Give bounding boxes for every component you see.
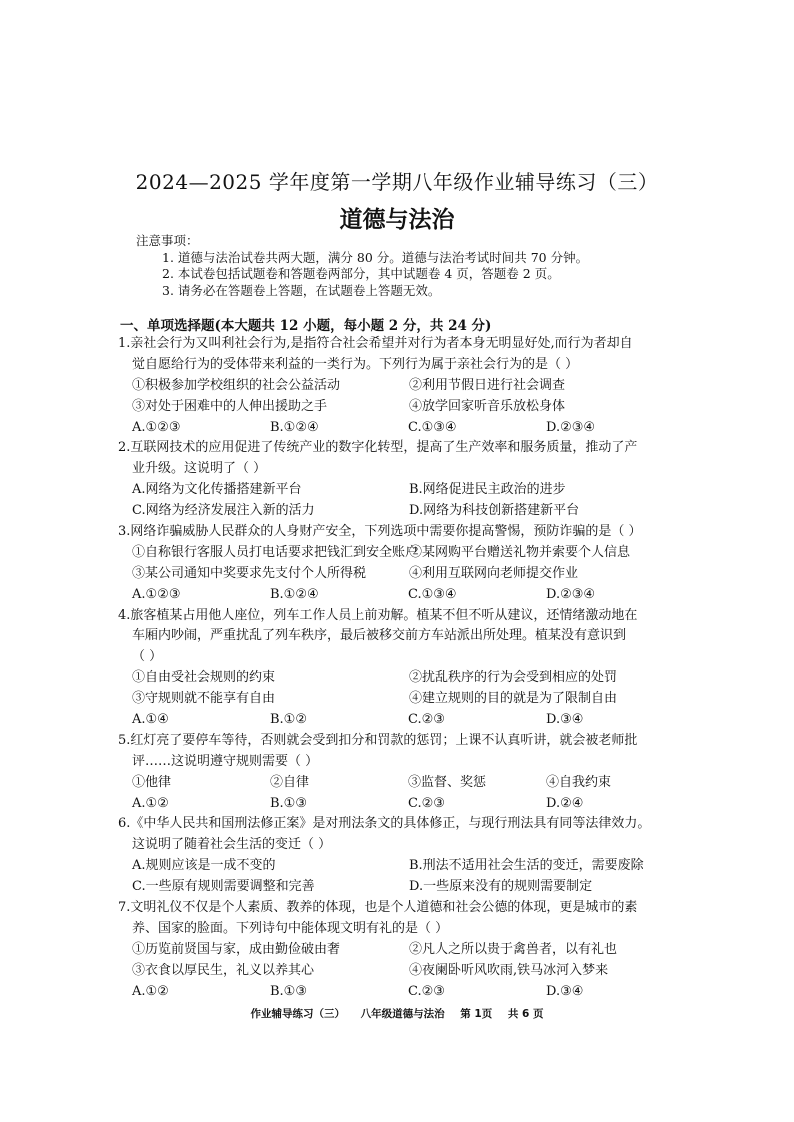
question-stem: 养、国家的脸面。下列诗句中能体现文明有礼的是（ ） — [132, 920, 449, 936]
question-stem: 6.《中华人民共和国刑法修正案》是对刑法条文的具体修正，与现行刑法具有同等法律效力。 — [118, 816, 651, 832]
item: ③衣食以厚民生，礼义以养其心 — [132, 962, 315, 978]
item: ②利用节假日进行社会调查 — [409, 377, 566, 393]
option-row — [118, 877, 688, 898]
item-row — [118, 940, 688, 961]
question-stem: 1.亲社会行为又叫利社会行为,是指符合社会希望并对行为者本身无明显好处,而行为者却自 — [118, 336, 633, 351]
page-title: 2024—2025 学年度第一学期八年级作业辅导练习（三） — [135, 170, 659, 194]
option-row — [118, 710, 688, 731]
option-d: D.②④ — [546, 795, 584, 811]
option-b: B.①③ — [270, 795, 307, 811]
item-row — [118, 773, 688, 794]
item: ②自律 — [270, 774, 310, 790]
item-row — [118, 961, 688, 982]
item: ③某公司通知中奖要求先支付个人所得税 — [132, 565, 367, 581]
notice-heading: 注意事项： — [136, 233, 199, 248]
subject-title: 道德与法治 — [339, 207, 455, 233]
item: ①他律 — [132, 774, 172, 790]
item-row — [118, 668, 688, 689]
option-b: B.刑法不适用社会生活的变迁，需要废除 — [409, 858, 644, 874]
item: ①历览前贤国与家，成由勤俭破由奢 — [132, 941, 341, 957]
question-stem: 3.网络诈骗威胁人民群众的人身财产安全，下列选项中需要你提高警惕，预防诈骗的是（ ） — [118, 524, 642, 540]
option-a: A.①② — [132, 795, 169, 811]
item: ②凡人之所以贵于禽兽者，以有礼也 — [409, 941, 618, 957]
question-stem: 7.文明礼仪不仅是个人素质、教养的体现，也是个人道德和社会公德的体现，更是城市的素 — [118, 900, 638, 916]
item: ②扰乱秩序的行为会受到相应的处罚 — [409, 670, 618, 686]
option-c: C.②③ — [408, 983, 445, 999]
section-title: 一、单项选择题(本大题共 12 小题，每小题 2 分，共 24 分) — [120, 318, 492, 334]
page-footer — [0, 1006, 794, 1021]
notice-item: 2. 本试卷包括试题卷和答题卷两部分，其中试题卷 4 页，答题卷 2 页。 — [162, 266, 560, 281]
option-c: C.①③④ — [408, 586, 457, 602]
item-row — [118, 564, 688, 585]
option-d: D.③④ — [546, 983, 584, 999]
question-stem: 这说明了随着社会生活的变迁（ ） — [132, 837, 332, 853]
option-a: A.①② — [132, 983, 169, 999]
option-b: B.①③ — [270, 983, 307, 999]
item: ④自我约束 — [546, 774, 612, 790]
item-row — [118, 543, 688, 564]
option-row — [118, 856, 688, 877]
question-6 — [118, 814, 688, 898]
option-c: C.②③ — [408, 712, 445, 728]
item: ④建立规则的目的就是为了限制自由 — [409, 691, 618, 707]
item: ④放学回家听音乐放松身体 — [409, 398, 566, 414]
option-row — [118, 501, 688, 522]
question-list — [118, 334, 688, 1003]
option-c: C.一些原有规则需要调整和完善 — [132, 879, 315, 895]
question-stem: 车厢内吵闹，严重扰乱了列车秩序，最后被移交前方车站派出所处理。植某没有意识到 — [132, 628, 627, 644]
notice-item: 1. 道德与法治试卷共两大题，满分 80 分。道德与法治考试时间共 70 分钟。 — [162, 249, 589, 265]
option-a: A.①②③ — [132, 419, 181, 435]
option-row — [118, 982, 688, 1003]
option-c: C.①③④ — [408, 419, 457, 435]
item: ①积极参加学校组织的社会公益活动 — [132, 377, 341, 393]
question-stem: 业升级。这说明了（ ） — [132, 461, 267, 477]
notice-item: 3. 请务必在答题卷上答题，在试题卷上答题无效。 — [162, 282, 441, 298]
option-a: A.①②③ — [132, 586, 181, 602]
footer-total: 共 6 页 — [507, 1008, 544, 1020]
question-1 — [118, 334, 688, 438]
option-d: D.②③④ — [546, 419, 596, 435]
option-row — [118, 480, 688, 501]
item: ③守规则就不能享有自由 — [132, 691, 276, 707]
question-5 — [118, 731, 688, 815]
question-7 — [118, 898, 688, 1002]
item: ②某网购平台赠送礼物并索要个人信息 — [409, 544, 631, 560]
item: ③对处于困难中的人伸出援助之手 — [132, 398, 328, 414]
option-d: D.②③④ — [546, 586, 596, 602]
item: ④利用互联网向老师提交作业 — [409, 565, 579, 581]
option-a: A.规则应该是一成不变的 — [132, 858, 276, 874]
notice-block — [136, 233, 588, 299]
option-b: B.①②④ — [270, 419, 319, 435]
item-row — [118, 397, 688, 418]
item-row — [118, 689, 688, 710]
option-c: C.网络为经济发展注入新的活力 — [132, 503, 315, 519]
option-b: B.网络促进民主政治的进步 — [409, 482, 566, 498]
option-row — [118, 418, 688, 439]
option-row — [118, 794, 688, 815]
question-2 — [118, 438, 688, 522]
question-3 — [118, 522, 688, 606]
option-d: D.网络为科技创新搭建新平台 — [409, 503, 580, 519]
option-a: A.网络为文化传播搭建新平台 — [132, 482, 302, 498]
question-stem: 5.红灯亮了要停车等待，否则就会受到扣分和罚款的惩罚；上课不认真听讲，就会被老师批 — [118, 732, 638, 748]
option-a: A.①④ — [132, 712, 169, 728]
option-row — [118, 585, 688, 606]
question-stem: 4.旅客植某占用他人座位，列车工作人员上前劝解。植某不但不听从建议，还情绪激动地在 — [118, 607, 638, 623]
question-4 — [118, 606, 688, 731]
item-row — [118, 376, 688, 397]
option-d: D.③④ — [546, 712, 584, 728]
footer-page: 第 1页 — [460, 1008, 493, 1020]
question-stem: 评……这说明遵守规则需要（ ） — [132, 753, 319, 769]
item: ①自称银行客服人员打电话要求把钱汇到安全账户 — [132, 544, 419, 560]
option-d: D.一些原来没有的规则需要制定 — [409, 879, 593, 895]
item: ①自由受社会规则的约束 — [132, 670, 276, 686]
question-stem: 觉自愿给行为的受体带来利益的一类行为。下列行为属于亲社会行为的是（ ） — [132, 356, 579, 372]
footer-subject: 八年级道德与法治 — [360, 1008, 445, 1020]
option-b: B.①② — [270, 712, 307, 728]
option-c: C.②③ — [408, 795, 445, 811]
option-b: B.①②④ — [270, 586, 319, 602]
footer-name: 作业辅导练习（三） — [250, 1008, 345, 1020]
item: ④夜阑卧听风吹雨,铁马冰河入梦来 — [409, 962, 609, 978]
question-stem: （ ） — [132, 649, 163, 665]
question-stem: 2.互联网技术的应用促进了传统产业的数字化转型，提高了生产效率和服务质量，推动了产 — [118, 440, 638, 456]
item: ③监督、奖惩 — [408, 774, 487, 790]
